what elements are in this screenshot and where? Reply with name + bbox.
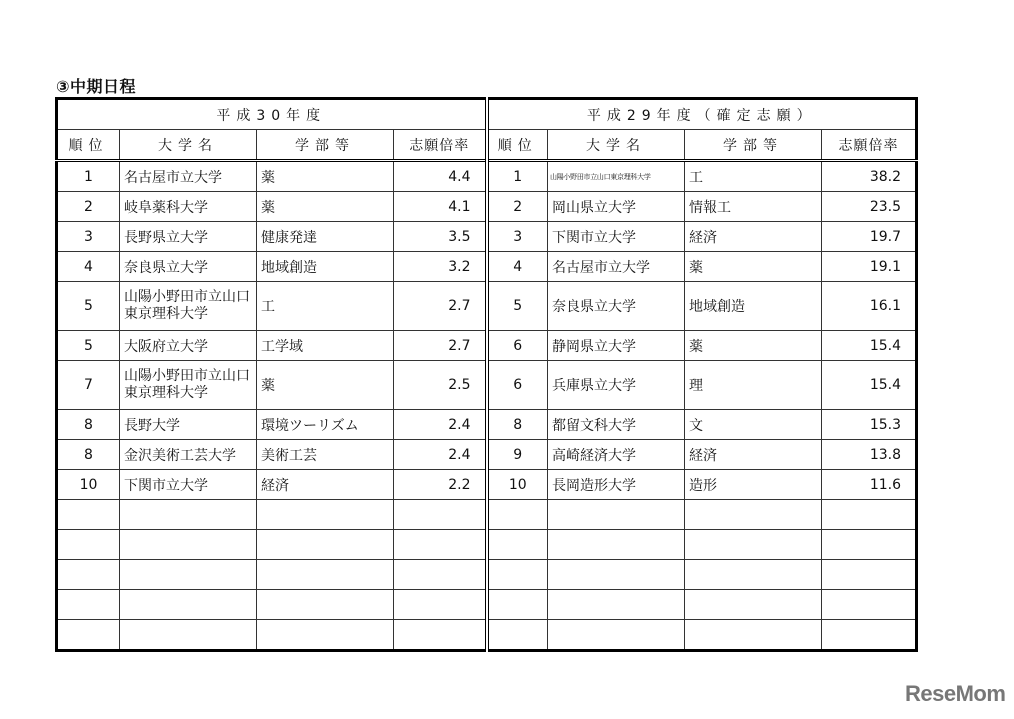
empty-cell	[257, 530, 394, 560]
right-university: 兵庫県立大学	[548, 361, 685, 410]
right-rank: 4	[487, 252, 548, 282]
empty-cell	[548, 620, 685, 651]
empty-cell	[685, 560, 822, 590]
empty-cell	[487, 500, 548, 530]
right-university: 静岡県立大学	[548, 331, 685, 361]
empty-cell	[57, 590, 120, 620]
right-rank: 1	[487, 161, 548, 192]
left-col-ratio: 志願倍率	[394, 130, 487, 161]
left-faculty: 地域創造	[257, 252, 394, 282]
empty-cell	[487, 590, 548, 620]
empty-cell	[487, 620, 548, 651]
table-row	[57, 331, 917, 361]
right-ratio: 15.4	[822, 361, 917, 410]
table-row	[57, 282, 917, 331]
empty-cell	[257, 560, 394, 590]
right-faculty: 地域創造	[685, 282, 822, 331]
empty-row	[57, 620, 917, 651]
empty-cell	[822, 500, 917, 530]
empty-cell	[57, 620, 120, 651]
table-row	[57, 192, 917, 222]
left-university: 金沢美術工芸大学	[120, 440, 257, 470]
right-ratio: 15.4	[822, 331, 917, 361]
empty-cell	[487, 530, 548, 560]
left-ratio: 4.4	[394, 161, 487, 192]
left-university: 山陽小野田市立山口東京理科大学	[120, 361, 257, 410]
empty-cell	[120, 590, 257, 620]
table-row	[57, 410, 917, 440]
right-rank: 6	[487, 331, 548, 361]
left-faculty: 美術工芸	[257, 440, 394, 470]
empty-cell	[394, 560, 487, 590]
left-faculty: 経済	[257, 470, 394, 500]
empty-cell	[822, 590, 917, 620]
left-ratio: 2.7	[394, 331, 487, 361]
right-ratio: 16.1	[822, 282, 917, 331]
left-rank: 8	[57, 440, 120, 470]
right-faculty: 経済	[685, 440, 822, 470]
empty-cell	[822, 560, 917, 590]
left-faculty: 工学域	[257, 331, 394, 361]
left-rank: 1	[57, 161, 120, 192]
resemom-logo: ReseMom	[905, 681, 1006, 706]
left-rank: 2	[57, 192, 120, 222]
left-col-rank: 順位	[57, 130, 120, 161]
left-university: 大阪府立大学	[120, 331, 257, 361]
left-rank: 4	[57, 252, 120, 282]
right-rank: 8	[487, 410, 548, 440]
empty-row	[57, 560, 917, 590]
left-rank: 5	[57, 331, 120, 361]
left-year-heading: 平成30年度	[57, 99, 487, 130]
empty-cell	[685, 620, 822, 651]
right-university: 長岡造形大学	[548, 470, 685, 500]
empty-cell	[487, 560, 548, 590]
right-year-heading: 平成29年度（確定志願）	[487, 99, 917, 130]
empty-cell	[257, 500, 394, 530]
right-rank: 3	[487, 222, 548, 252]
column-header-row	[57, 130, 917, 161]
right-col-university: 大学名	[548, 130, 685, 161]
left-faculty: 健康発達	[257, 222, 394, 252]
left-rank: 5	[57, 282, 120, 331]
empty-cell	[120, 500, 257, 530]
right-ratio: 13.8	[822, 440, 917, 470]
left-ratio: 2.4	[394, 440, 487, 470]
empty-cell	[57, 500, 120, 530]
table-row	[57, 222, 917, 252]
table-row	[57, 161, 917, 192]
empty-cell	[394, 530, 487, 560]
right-ratio: 19.7	[822, 222, 917, 252]
empty-cell	[548, 500, 685, 530]
table-row	[57, 470, 917, 500]
left-university: 奈良県立大学	[120, 252, 257, 282]
empty-cell	[685, 590, 822, 620]
right-col-rank: 順位	[487, 130, 548, 161]
section-title: ③中期日程	[56, 77, 137, 96]
empty-row	[57, 500, 917, 530]
right-faculty: 文	[685, 410, 822, 440]
right-university: 都留文科大学	[548, 410, 685, 440]
empty-cell	[257, 620, 394, 651]
left-university: 岐阜薬科大学	[120, 192, 257, 222]
empty-row	[57, 590, 917, 620]
right-ratio: 38.2	[822, 161, 917, 192]
empty-cell	[57, 530, 120, 560]
right-rank: 5	[487, 282, 548, 331]
left-ratio: 2.2	[394, 470, 487, 500]
left-ratio: 2.4	[394, 410, 487, 440]
left-faculty: 薬	[257, 361, 394, 410]
left-university: 名古屋市立大学	[120, 161, 257, 192]
left-col-university: 大学名	[120, 130, 257, 161]
left-ratio: 4.1	[394, 192, 487, 222]
right-faculty: 薬	[685, 252, 822, 282]
empty-cell	[548, 590, 685, 620]
right-faculty: 工	[685, 161, 822, 192]
left-ratio: 3.5	[394, 222, 487, 252]
empty-cell	[257, 590, 394, 620]
ranking-table	[55, 97, 918, 652]
right-ratio: 15.3	[822, 410, 917, 440]
right-faculty: 経済	[685, 222, 822, 252]
left-ratio: 2.7	[394, 282, 487, 331]
left-university: 長野県立大学	[120, 222, 257, 252]
right-rank: 6	[487, 361, 548, 410]
right-university: 山陽小野田市立山口東京理科大学	[548, 161, 685, 192]
right-faculty: 理	[685, 361, 822, 410]
left-ratio: 3.2	[394, 252, 487, 282]
table-row	[57, 252, 917, 282]
empty-cell	[57, 560, 120, 590]
right-faculty: 薬	[685, 331, 822, 361]
left-rank: 8	[57, 410, 120, 440]
empty-cell	[822, 530, 917, 560]
right-ratio: 19.1	[822, 252, 917, 282]
empty-cell	[685, 500, 822, 530]
right-ratio: 23.5	[822, 192, 917, 222]
left-faculty: 薬	[257, 192, 394, 222]
right-col-faculty: 学部等	[685, 130, 822, 161]
left-col-faculty: 学部等	[257, 130, 394, 161]
right-ratio: 11.6	[822, 470, 917, 500]
table-row	[57, 440, 917, 470]
right-university: 奈良県立大学	[548, 282, 685, 331]
empty-cell	[394, 500, 487, 530]
empty-cell	[822, 620, 917, 651]
empty-cell	[394, 590, 487, 620]
right-rank: 9	[487, 440, 548, 470]
right-university: 高崎経済大学	[548, 440, 685, 470]
right-faculty: 造形	[685, 470, 822, 500]
left-faculty: 工	[257, 282, 394, 331]
empty-cell	[120, 560, 257, 590]
empty-cell	[120, 620, 257, 651]
right-col-ratio: 志願倍率	[822, 130, 917, 161]
year-header-row	[57, 99, 917, 130]
left-ratio: 2.5	[394, 361, 487, 410]
left-faculty: 薬	[257, 161, 394, 192]
empty-cell	[548, 530, 685, 560]
right-faculty: 情報工	[685, 192, 822, 222]
left-rank: 10	[57, 470, 120, 500]
empty-cell	[394, 620, 487, 651]
left-rank: 3	[57, 222, 120, 252]
right-university: 名古屋市立大学	[548, 252, 685, 282]
left-university: 長野大学	[120, 410, 257, 440]
empty-row	[57, 530, 917, 560]
right-rank: 10	[487, 470, 548, 500]
empty-cell	[548, 560, 685, 590]
left-rank: 7	[57, 361, 120, 410]
table-row	[57, 361, 917, 410]
left-university: 山陽小野田市立山口東京理科大学	[120, 282, 257, 331]
left-university: 下関市立大学	[120, 470, 257, 500]
empty-cell	[120, 530, 257, 560]
right-university: 下関市立大学	[548, 222, 685, 252]
right-university: 岡山県立大学	[548, 192, 685, 222]
right-rank: 2	[487, 192, 548, 222]
left-faculty: 環境ツーリズム	[257, 410, 394, 440]
empty-cell	[685, 530, 822, 560]
